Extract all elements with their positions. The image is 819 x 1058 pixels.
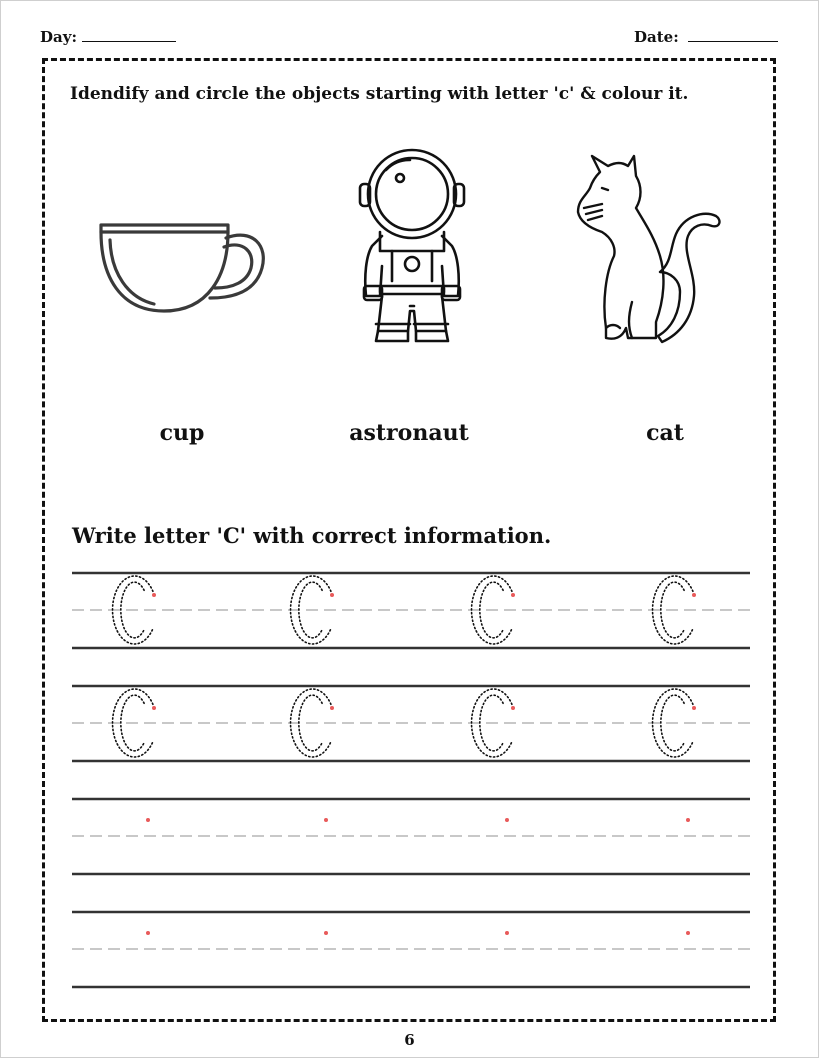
start-dot (324, 818, 328, 822)
activity2-instruction: Write letter 'C' with correct information. (72, 523, 552, 548)
practice-row[interactable] (72, 686, 750, 761)
page-number: 6 (404, 1031, 415, 1049)
label-cup: cup (159, 420, 205, 446)
start-dot (511, 593, 515, 597)
start-dot (324, 931, 328, 935)
start-dot (505, 931, 509, 935)
label-cat: cat (646, 420, 684, 446)
start-dot (146, 818, 150, 822)
label-astronaut: astronaut (349, 420, 469, 446)
day-label: Day: (40, 28, 77, 46)
start-dot (692, 706, 696, 710)
practice-row[interactable] (72, 573, 750, 648)
start-dot (686, 931, 690, 935)
start-dot (330, 706, 334, 710)
start-dot (146, 931, 150, 935)
start-dot (152, 706, 156, 710)
start-dot (330, 593, 334, 597)
start-dot (692, 593, 696, 597)
practice-row[interactable] (72, 799, 750, 874)
start-dot (511, 706, 515, 710)
activity1-instruction: Idendify and circle the objects starting with letter 'c' & colour it. (70, 84, 689, 104)
start-dot (152, 593, 156, 597)
start-dot (686, 818, 690, 822)
start-dot (505, 818, 509, 822)
practice-row[interactable] (72, 912, 750, 987)
date-label: Date: (634, 28, 679, 46)
